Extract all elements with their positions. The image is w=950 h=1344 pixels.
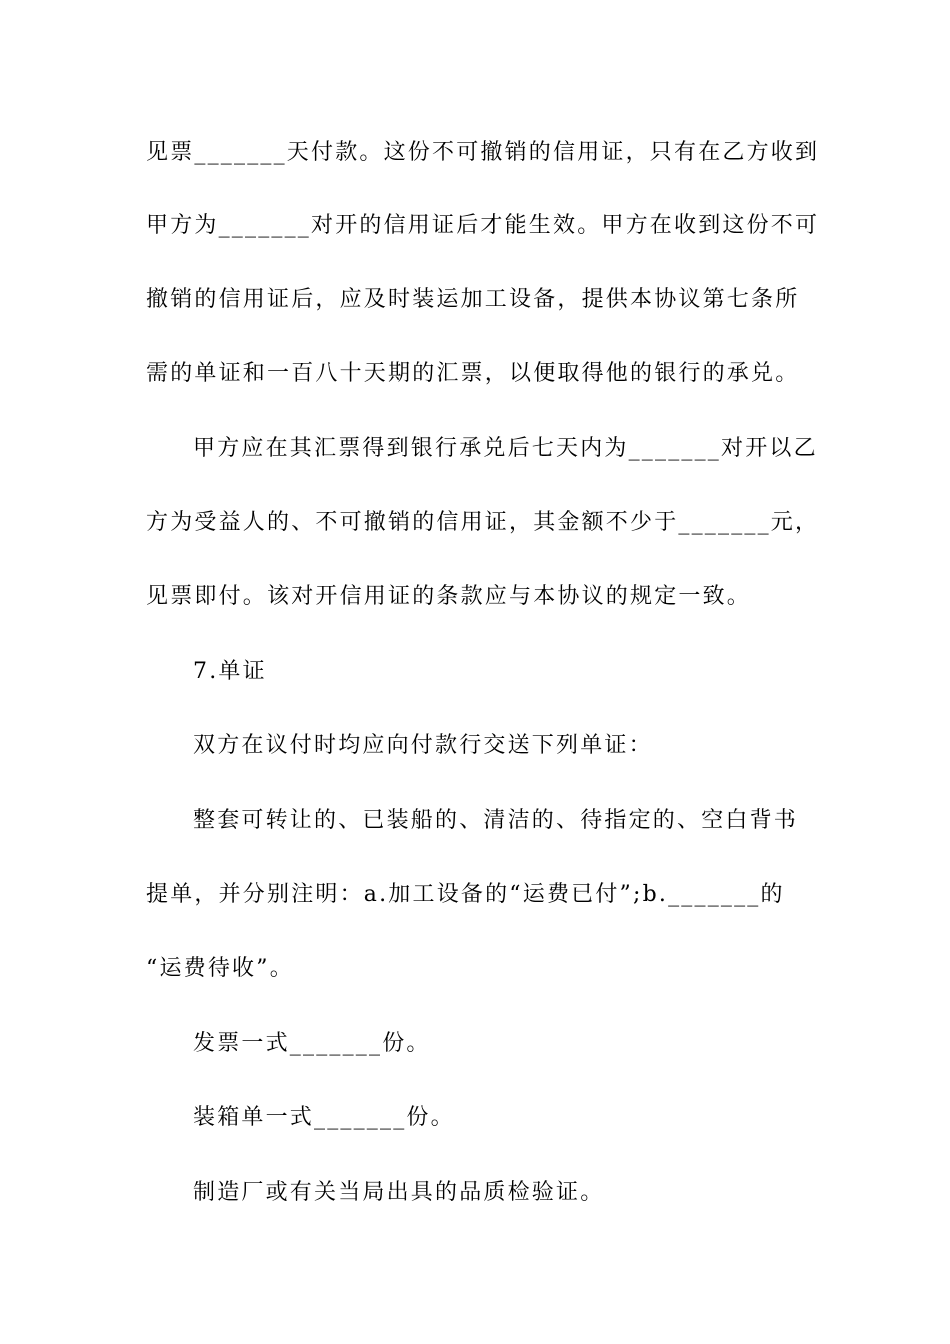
text-line-15: 制造厂或有关当局出具的品质检验证。 (193, 1180, 605, 1205)
text-line-14: 装箱单一式_______份。 (193, 1105, 455, 1130)
text-line-2: 甲方为_______对开的信用证后才能生效。甲方在收到这份不可 (146, 213, 820, 238)
text-line-9: 双方在议付时均应向付款行交送下列单证： (193, 733, 653, 758)
text-line-10: 整套可转让的、已装船的、清洁的、待指定的、空白背书 (193, 808, 799, 833)
text-line-6: 方为受益人的、不可撤销的信用证，其金额不少于_______元， (146, 510, 820, 535)
text-line-1: 见票_______天付款。这份不可撤销的信用证，只有在乙方收到 (146, 140, 820, 165)
text-line-11: 提单，并分别注明：a.加工设备的“运费已付”;b._______的 (146, 882, 785, 907)
text-line-4: 需的单证和一百八十天期的汇票，以便取得他的银行的承兑。 (146, 361, 800, 386)
text-line-12: “运费待收”。 (146, 956, 294, 981)
text-line-3: 撤销的信用证后，应及时装运加工设备，提供本协议第七条所 (146, 287, 800, 312)
text-line-13: 发票一式_______份。 (193, 1031, 431, 1056)
section-heading: 7.单证 (193, 659, 267, 684)
text-line-7: 见票即付。该对开信用证的条款应与本协议的规定一致。 (146, 584, 752, 609)
text-line-5: 甲方应在其汇票得到银行承兑后七天内为_______对开以乙 (193, 436, 818, 461)
